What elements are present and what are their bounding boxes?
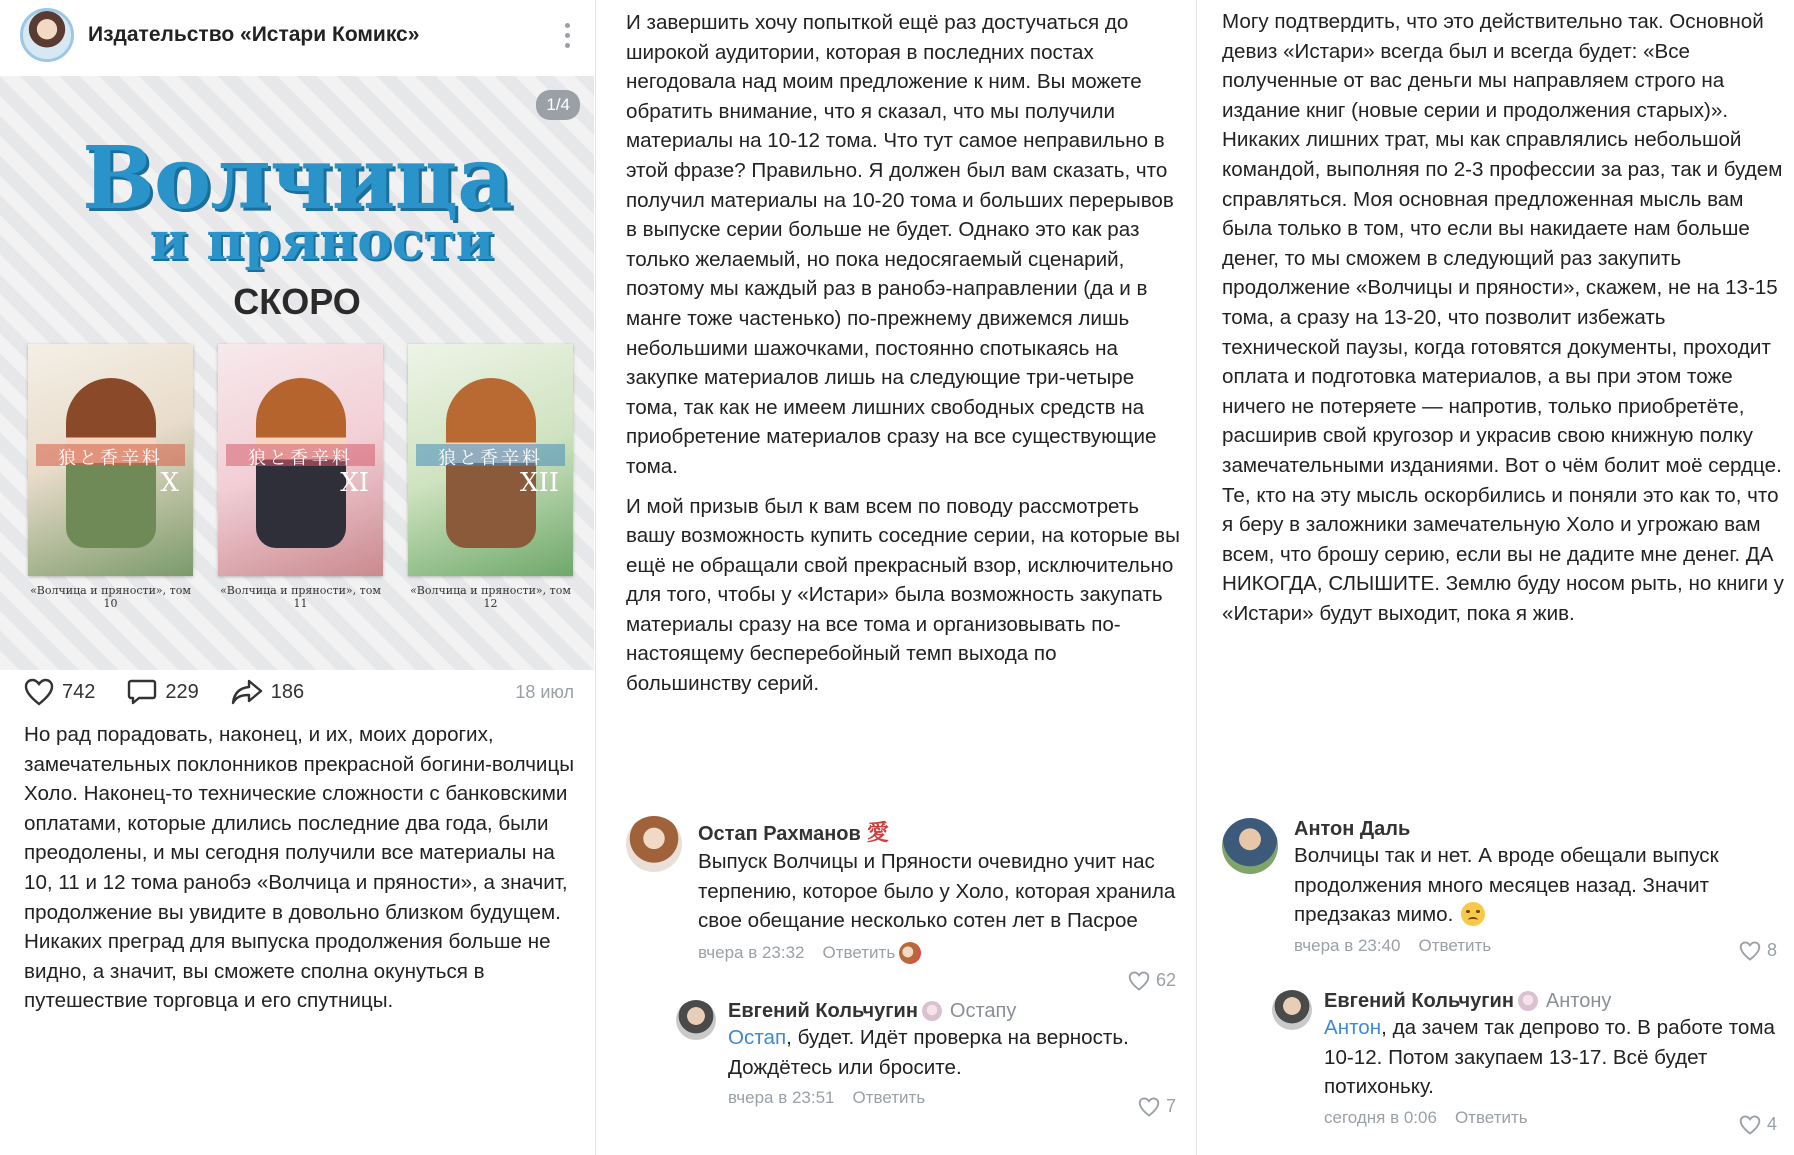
- post-continuation-column: [1196, 0, 1794, 1155]
- more-icon[interactable]: [562, 23, 572, 48]
- paragraph: И мой призыв был к вам всем по поводу рассмотреть вашу возможность купить соседние серии, на которые вы ещё не обращали свой прекрасный взор, исключительно для того, чтобы у «Истари» была возможность закупать материалы сразу на все тома и организовывать по-настоящему бесперебойный темп выхода по большинству серий.: [626, 494, 1180, 696]
- cover-jp-title: 狼と香辛料: [416, 444, 565, 466]
- post-date[interactable]: 18 июл: [515, 681, 574, 702]
- post-column: [0, 0, 594, 1155]
- comment-like-count: 8: [1766, 940, 1777, 960]
- post-author[interactable]: Издательство «Истари Комикс»: [88, 23, 420, 46]
- book-cover: [28, 344, 193, 610]
- post-stats: [24, 676, 574, 708]
- reply-button[interactable]: Ответить: [852, 1088, 926, 1108]
- like-button[interactable]: [24, 678, 95, 706]
- post-continuation-column: [595, 0, 1195, 1155]
- comment-button[interactable]: [127, 678, 198, 706]
- comment-reply: [1272, 990, 1777, 1140]
- share-button[interactable]: [231, 678, 304, 706]
- comment-time[interactable]: вчера в 23:32: [698, 942, 805, 962]
- comment-like-button[interactable]: [1739, 1114, 1777, 1135]
- comment-text: Антон, да зачем так депрово то. В работе тома 10-12. Потом закупаем 13-17. Всё будет потихоньку.: [1324, 1016, 1775, 1099]
- post-text-continued: [626, 8, 1186, 699]
- comment-icon: [127, 678, 157, 706]
- post-image[interactable]: [0, 76, 594, 670]
- cover-volume: XI: [340, 468, 369, 498]
- reply-to: Антону: [1545, 990, 1612, 1012]
- share-icon: [231, 678, 263, 706]
- comment: [626, 816, 1176, 996]
- comment-meta: [1324, 1108, 1777, 1128]
- comment-like-button[interactable]: [1739, 940, 1777, 961]
- comment-like-count: 4: [1766, 1114, 1777, 1134]
- sad-face-icon: [1461, 902, 1485, 926]
- mention-link[interactable]: Остап: [728, 1026, 787, 1049]
- commenter-avatar[interactable]: [1272, 990, 1312, 1030]
- cover-caption: «Волчица и пряности», том 11: [220, 584, 381, 610]
- like-count: 742: [62, 680, 96, 703]
- book-covers: [28, 344, 573, 634]
- banner-subtitle: и пряности: [149, 211, 495, 272]
- name-badge: 愛: [866, 820, 889, 846]
- commenter-avatar[interactable]: [676, 1000, 716, 1040]
- post-header: [20, 6, 580, 64]
- reply-to: Остапу: [949, 1000, 1017, 1022]
- cover-caption: «Волчица и пряности», том 10: [30, 584, 191, 610]
- comment-count: 229: [165, 680, 199, 703]
- like-icon: [1128, 971, 1150, 991]
- heart-icon: [24, 678, 54, 706]
- comment-reply: [676, 1000, 1176, 1120]
- reaction-sticker-icon: [899, 942, 921, 964]
- cover-volume: X: [160, 468, 179, 498]
- comment-like-button[interactable]: [1138, 1096, 1176, 1117]
- anime-avatar-icon: [1518, 991, 1538, 1011]
- like-icon: [1739, 1115, 1761, 1135]
- anime-avatar-icon: [922, 1001, 942, 1021]
- reply-button[interactable]: Ответить: [1454, 1107, 1528, 1127]
- comment-text: Волчицы так и нет. А вроде обещали выпуск продолжения много месяцев назад. Значит предзаказ мимо.: [1294, 844, 1719, 927]
- share-count: 186: [270, 680, 305, 703]
- post-text: Но рад порадовать, наконец, и их, моих дорогих, замечательных поклонников прекрасной богини-волчицы Холо. Наконец-то технические сложности с банковскими оплатами, которые длились последние два года, были преодолены, и мы сегодня получили все материалы на 10, 11 и 12 тома ранобэ «Волчица и пряности», а значит, продолжение вы увидите в довольно близком будущем. Никаких преград для выпуска продолжения больше не видно, а значит, вы сможете сполна окунуться в путешествие торговца и его спутницы.: [24, 723, 575, 1013]
- cover-jp-title: 狼と香辛料: [226, 444, 375, 466]
- comment-like-button[interactable]: [1128, 970, 1176, 991]
- commenter-name[interactable]: Евгений Кольчугин Остапу: [728, 1000, 1017, 1022]
- comment-text: Остап, будет. Идёт проверка на верность. Дождётесь или бросите.: [728, 1026, 1129, 1079]
- comment-time[interactable]: сегодня в 0:06: [1324, 1107, 1437, 1127]
- book-cover: [218, 344, 383, 610]
- post-text-continued: Могу подтвердить, что это действительно так. Основной девиз «Истари» всегда был и всегда будет: «Все полученные от вас деньги мы направляем строго на издание книг (новые серии и продолжения старых)». Никаких лишних трат, мы как справлялись небольшой командой, выполняя по 2-3 профессии за раз, так и будем справляться. Моя основная предложенная мысль вам была только в том, что если вы накидаете нам больше денег, то мы сможем в следующий раз закупить продолжение «Волчицы и пряности», скажем, не на 13-15 тома, а сразу на 13-20, что позволит избежать технической паузы, когда готовятся документы, проходит оплата и подготовка материалов, а вы при этом тоже ничего не потеряете — напротив, только приобретёте, расширив свой кругозор и украсив свою книжную полку замечательными изданиями. Вот о чём болит моё сердце. Те, кто на эту мысль оскорбились и поняли это как то, что я беру в заложники замечательную Холо и угрожаю вам всем, что брошу серию, если вы не дадите мне денег. ДА НИКОГДА, СЛЫШИТЕ. Землю буду носом рыть, но книги у «Истари» будут выходит, пока я жив.: [1222, 10, 1784, 625]
- comment-meta: [1294, 936, 1777, 956]
- commenter-name[interactable]: Евгений Кольчугин Антону: [1324, 990, 1612, 1012]
- reply-button[interactable]: Ответить: [1418, 935, 1492, 955]
- cover-jp-title: 狼と香辛料: [36, 444, 185, 466]
- comment-meta: [728, 1088, 1176, 1108]
- commenter-avatar[interactable]: [1222, 818, 1278, 874]
- comment-like-count: 62: [1155, 970, 1176, 990]
- comment-time[interactable]: вчера в 23:40: [1294, 935, 1401, 955]
- mention-link[interactable]: Антон: [1324, 1016, 1382, 1039]
- reply-button[interactable]: Ответить: [822, 942, 896, 962]
- cover-caption: «Волчица и пряности», том 12: [410, 584, 571, 610]
- commenter-name[interactable]: Антон Даль: [1294, 818, 1411, 840]
- like-icon: [1739, 941, 1761, 961]
- book-cover: [408, 344, 573, 610]
- commenter-name[interactable]: Остап Рахманов 愛: [698, 820, 889, 846]
- comment-like-count: 7: [1165, 1096, 1176, 1116]
- banner-soon: СКОРО: [233, 281, 361, 322]
- comment-meta: [698, 942, 1176, 964]
- comment-time[interactable]: вчера в 23:51: [728, 1088, 835, 1108]
- publisher-avatar[interactable]: [20, 8, 74, 62]
- cover-volume: XII: [519, 468, 559, 498]
- image-counter: 1/4: [536, 90, 580, 120]
- comment: [1222, 818, 1777, 968]
- paragraph: И завершить хочу попыткой ещё раз достучаться до широкой аудитории, которая в последних постах негодовала над моим предложение к ним. Вы можете обратить внимание, что я сказал, что мы получили материалы на 10-12 тома. Что тут самое неправильно в этой фразе? Правильно. Я должен был вам сказать, что получил материалы на 10-20 тома и больших перерывов в выпуске серии больше не будет. Однако это как раз только желаемый, но пока недосягаемый сценарий, поэтому мы каждый раз в ранобэ-направлении (да и в манге тоже частенько) по-прежнему движемся лишь небольшими шажочками, постоянно спотыкаясь на закупке материалов лишь на следующие три-четыре тома, так как не имеем лишних свободных средств на приобретение материалов сразу на все существующие тома.: [626, 11, 1174, 478]
- commenter-avatar[interactable]: [626, 816, 682, 872]
- banner-title: Волчица: [82, 128, 512, 229]
- comment-text: Выпуск Волчицы и Пряности очевидно учит нас терпению, которое было у Холо, которая хранила свое обещание несколько сотен лет в Пасрое: [698, 850, 1176, 933]
- like-icon: [1138, 1097, 1160, 1117]
